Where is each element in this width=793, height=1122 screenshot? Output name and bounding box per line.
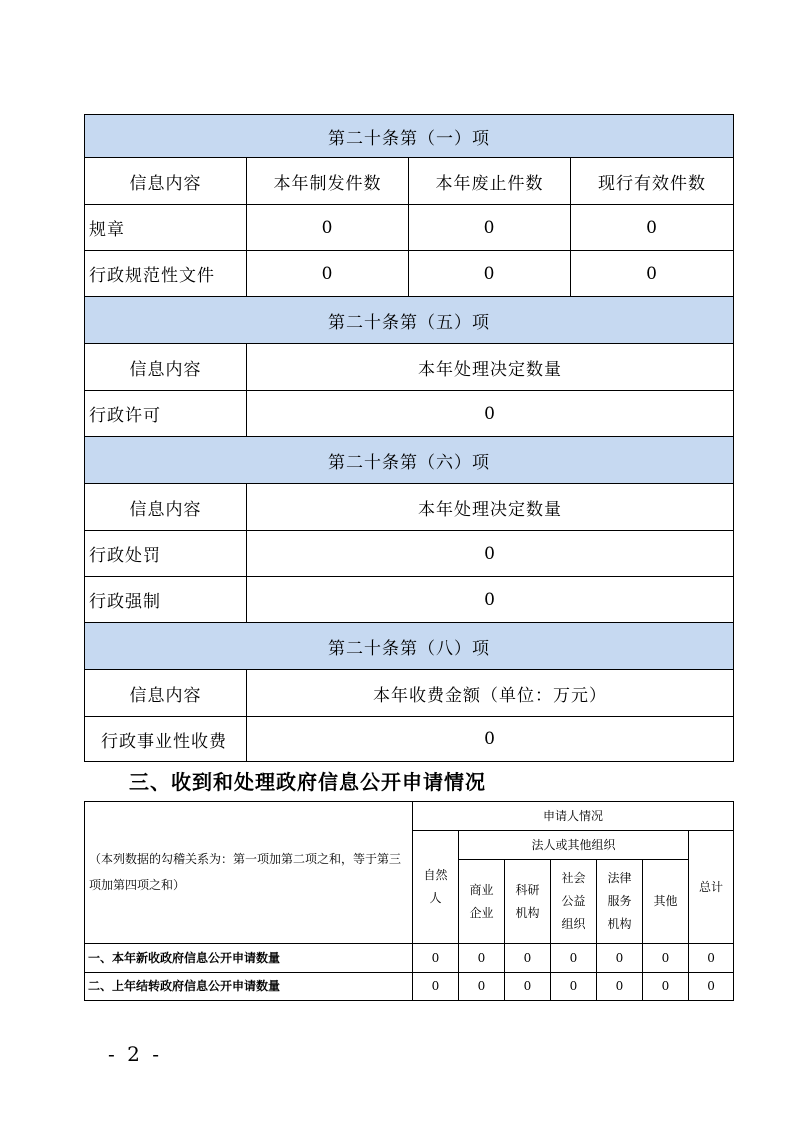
disclosure-table-article-20	[84, 114, 734, 762]
table-row	[85, 973, 734, 1001]
column-header-info-content: 信息内容	[85, 344, 247, 391]
row-label: 行政处罚	[85, 531, 247, 577]
section-header-item-6: 第二十条第（六）项	[85, 437, 734, 484]
application-stats-table	[84, 801, 734, 1001]
section-header-item-1: 第二十条第（一）项	[85, 115, 734, 158]
row-label: 一、本年新收政府信息公开申请数量	[85, 944, 413, 973]
cell-value: 0	[247, 205, 409, 251]
cell-value: 0	[459, 944, 505, 973]
legal-entity-header: 法人或其他组织	[459, 831, 689, 860]
cell-value: 0	[247, 717, 734, 762]
section-title: 三、收到和处理政府信息公开申请情况	[129, 770, 486, 794]
cell-value: 0	[643, 973, 689, 1001]
row-label: 行政强制	[85, 577, 247, 623]
table-row	[85, 251, 734, 297]
cell-value: 0	[551, 944, 597, 973]
column-header-abolished: 本年废止件数	[409, 158, 571, 205]
cell-value: 0	[505, 944, 551, 973]
row-label: 二、上年结转政府信息公开申请数量	[85, 973, 413, 1001]
page-number: - 2 -	[108, 1042, 162, 1066]
column-header-info-content: 信息内容	[85, 484, 247, 531]
cell-value: 0	[505, 973, 551, 1001]
row-label: 行政许可	[85, 391, 247, 437]
cell-value: 0	[247, 531, 734, 577]
column-header-research: 科研 机构	[505, 860, 551, 944]
column-header-decisions: 本年处理决定数量	[247, 344, 734, 391]
column-header-issued: 本年制发件数	[247, 158, 409, 205]
section-header-item-5: 第二十条第（五）项	[85, 297, 734, 344]
cell-value: 0	[689, 973, 734, 1001]
cell-value: 0	[413, 973, 459, 1001]
applicant-header: 申请人情况	[413, 802, 734, 831]
cell-value: 0	[247, 391, 734, 437]
row-label: 规章	[85, 205, 247, 251]
table-row	[85, 391, 734, 437]
row-label: 行政事业性收费	[85, 717, 247, 762]
reconciliation-note: （本列数据的勾稽关系为：第一项加第二项之和，等于第三项加第四项之和）	[85, 802, 413, 944]
cell-value: 0	[247, 251, 409, 297]
column-header-info-content: 信息内容	[85, 670, 247, 717]
column-header-legal-service: 法律 服务 机构	[597, 860, 643, 944]
table-row	[85, 717, 734, 762]
table-row	[85, 205, 734, 251]
column-header-total: 总计	[689, 831, 734, 944]
table-row	[85, 531, 734, 577]
column-header-natural-person: 自然 人	[413, 831, 459, 944]
cell-value: 0	[551, 973, 597, 1001]
cell-value: 0	[597, 944, 643, 973]
cell-value: 0	[597, 973, 643, 1001]
column-header-valid: 现行有效件数	[571, 158, 734, 205]
column-header-public-welfare: 社会 公益 组织	[551, 860, 597, 944]
table-row	[85, 944, 734, 973]
cell-value: 0	[409, 205, 571, 251]
cell-value: 0	[413, 944, 459, 973]
column-header-info-content: 信息内容	[85, 158, 247, 205]
cell-value: 0	[643, 944, 689, 973]
cell-value: 0	[571, 251, 734, 297]
column-header-other: 其他	[643, 860, 689, 944]
section-header-item-8: 第二十条第（八）项	[85, 623, 734, 670]
table-row	[85, 577, 734, 623]
column-header-fee-amount: 本年收费金额（单位：万元）	[247, 670, 734, 717]
column-header-decisions: 本年处理决定数量	[247, 484, 734, 531]
cell-value: 0	[409, 251, 571, 297]
cell-value: 0	[689, 944, 734, 973]
cell-value: 0	[571, 205, 734, 251]
cell-value: 0	[247, 577, 734, 623]
row-label: 行政规范性文件	[85, 251, 247, 297]
cell-value: 0	[459, 973, 505, 1001]
column-header-commercial: 商业 企业	[459, 860, 505, 944]
